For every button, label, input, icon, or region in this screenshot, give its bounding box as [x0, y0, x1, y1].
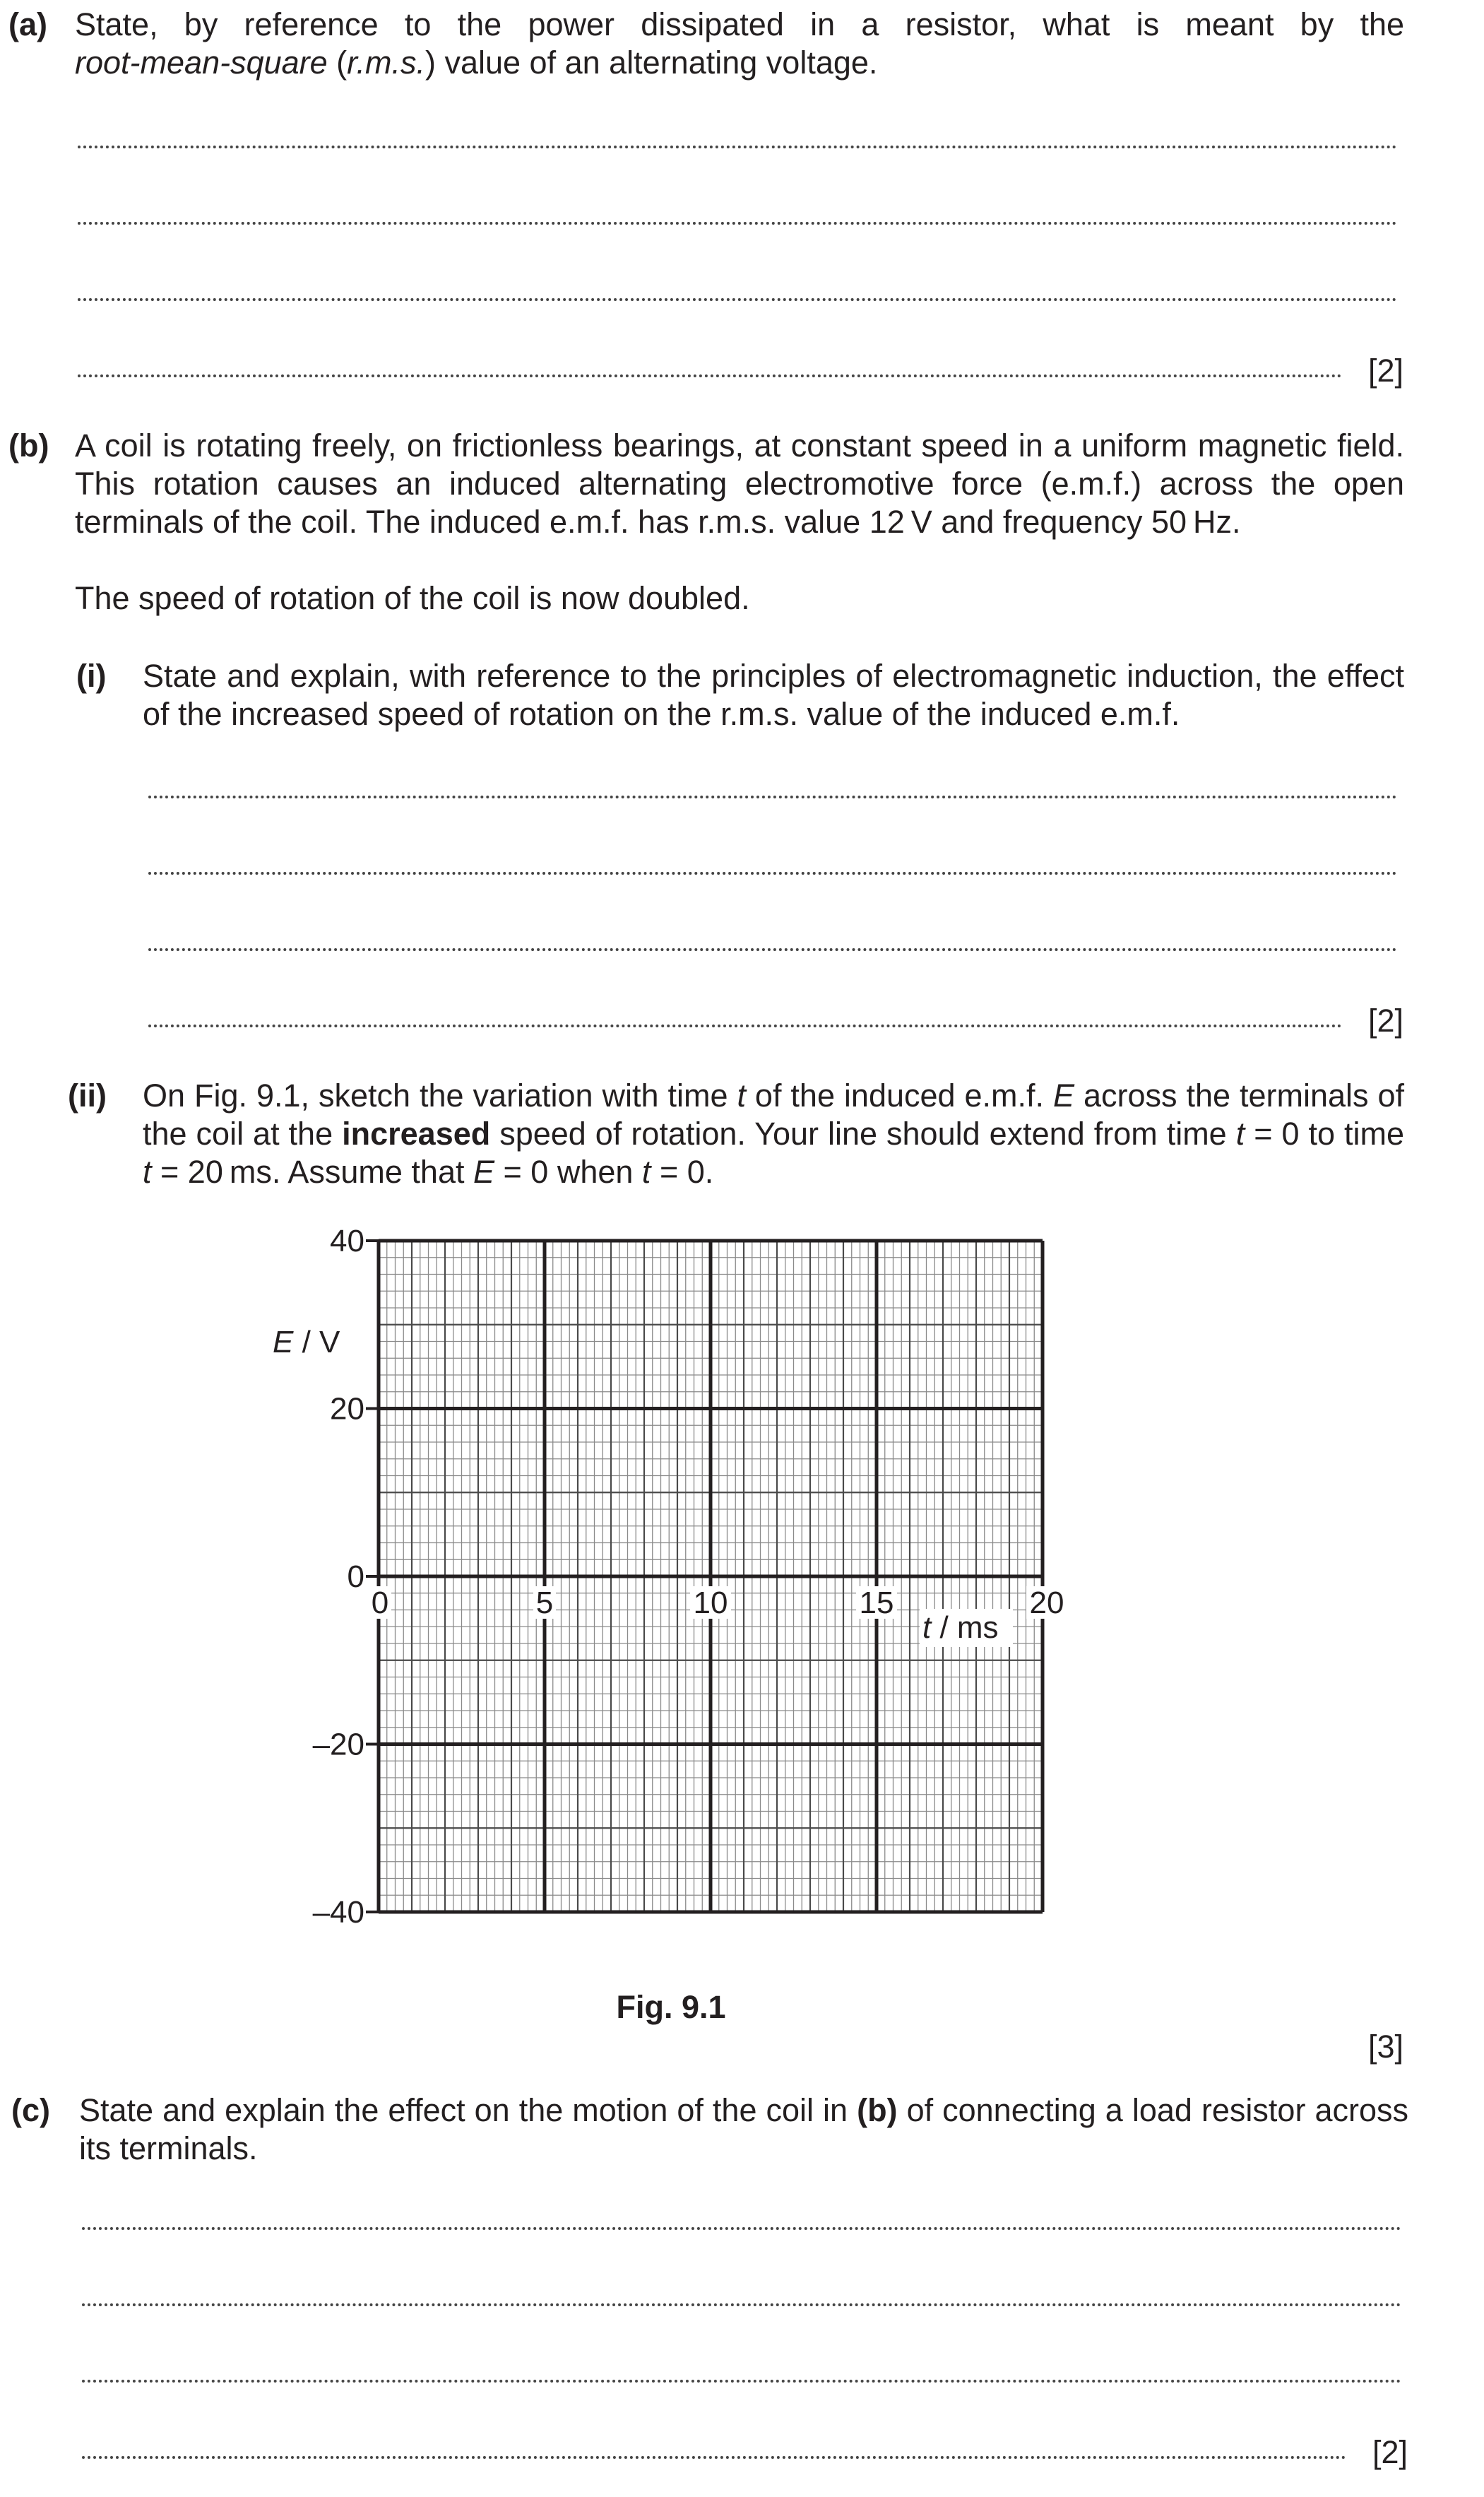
part-a-line2-rest: ) value of an alternating voltage. — [425, 45, 878, 81]
x-tick-label: 10 — [693, 1586, 728, 1620]
part-b-ii-label: (ii) — [68, 1078, 107, 1114]
y-tick-label: –20 — [312, 1727, 364, 1762]
y-tick-label: 0 — [347, 1559, 364, 1594]
part-b-label: (b) — [8, 427, 49, 464]
b-ii-t7: speed of rotation. Your line should extend from time — [490, 1116, 1236, 1152]
answer-line-a2[interactable] — [78, 222, 1397, 225]
x-axis-label: t / ms — [922, 1610, 999, 1645]
c-t3: of connecting a load resistor across its terminals. — [79, 2092, 1409, 2166]
part-b-ii-question — [143, 1077, 1404, 1191]
y-axis-label: E / V — [273, 1325, 340, 1359]
b-ii-t3: of the induced e.m.f. — [745, 1078, 1053, 1114]
answer-line-bi2[interactable] — [148, 872, 1397, 875]
b-ii-t9: = 0 to time — [1245, 1116, 1404, 1152]
part-b-speed-doubled: The speed of rotation of the coil is now doubled. — [75, 580, 750, 616]
x-tick-label: 15 — [859, 1586, 894, 1620]
part-a-marks: [2] — [1367, 353, 1403, 389]
b-ii-t11: = 20 ms. Assume that — [151, 1154, 473, 1190]
b-ii-t8: t — [1235, 1116, 1245, 1152]
rms-abbrev: r.m.s. — [347, 45, 425, 81]
answer-line-a4[interactable] — [78, 374, 1342, 377]
b-ii-t1: On Fig. 9.1, sketch the variation with time — [143, 1078, 737, 1114]
part-c-question — [79, 2091, 1408, 2168]
part-a-label: (a) — [8, 6, 47, 42]
answer-line-c1[interactable] — [82, 2227, 1401, 2230]
part-b-i-label: (i) — [76, 658, 107, 694]
c-t1: State and explain the effect on the motion of the coil in — [79, 2092, 857, 2128]
graph-grid-figure[interactable] — [0, 1201, 1484, 1950]
part-c-label: (c) — [11, 2092, 50, 2128]
figure-caption: Fig. 9.1 — [616, 1989, 726, 2025]
part-a-line2-mid: ( — [327, 45, 348, 81]
y-tick-label: 40 — [330, 1224, 364, 1258]
answer-line-a3[interactable] — [78, 298, 1397, 301]
part-b-i-question: State and explain, with reference to the principles of electromagnetic induction, the effect of the increased speed of rotation on the r.m.s. value of the induced e.m.f. — [143, 658, 1404, 732]
answer-line-c3[interactable] — [82, 2380, 1401, 2383]
answer-line-bi3[interactable] — [148, 948, 1397, 951]
part-a-line2 — [75, 44, 1404, 82]
part-c-marks: [2] — [1372, 2434, 1408, 2470]
y-tick-label: 20 — [330, 1391, 364, 1427]
part-b-i-marks: [2] — [1367, 1003, 1403, 1039]
answer-line-c4[interactable] — [82, 2456, 1346, 2459]
part-b-ii-marks: [3] — [1367, 2029, 1403, 2065]
answer-line-bi1[interactable] — [148, 796, 1397, 798]
y-tick-label: –40 — [312, 1895, 364, 1930]
b-ii-t10: t — [143, 1154, 152, 1190]
b-ii-t12: E — [473, 1154, 495, 1190]
answer-line-c2[interactable] — [82, 2303, 1401, 2306]
part-b-question: A coil is rotating freely, on frictionless bearings, at constant speed in a uniform magnetic field. This rotation causes an induced alternating electromotive force (e.m.f.) across the open terminals of the coil. The induced e.m.f. has r.m.s. value 12 V and frequency 50 Hz. — [75, 427, 1404, 540]
b-ii-t15: = 0. — [651, 1154, 714, 1190]
b-ii-t4: E — [1052, 1078, 1074, 1114]
x-tick-label: 0 — [371, 1586, 389, 1620]
answer-line-bi4[interactable] — [148, 1025, 1342, 1027]
x-tick-label: 20 — [1029, 1586, 1064, 1620]
b-ii-t5: across the terminals of the coil at the — [143, 1078, 1404, 1152]
rms-term: root-mean-square — [75, 45, 328, 81]
part-a-question — [75, 6, 1404, 82]
b-ii-t2: t — [737, 1078, 746, 1114]
answer-line-a1[interactable] — [78, 146, 1397, 148]
x-tick-label: 5 — [535, 1586, 554, 1620]
b-ii-t14: t — [641, 1154, 651, 1190]
b-ii-t13: = 0 when — [494, 1154, 642, 1190]
c-t2: (b) — [857, 2092, 898, 2128]
part-a-line1: State, by reference to the power dissipated in a resistor, what is meant by the — [75, 6, 1404, 42]
b-ii-t6: increased — [342, 1116, 491, 1152]
